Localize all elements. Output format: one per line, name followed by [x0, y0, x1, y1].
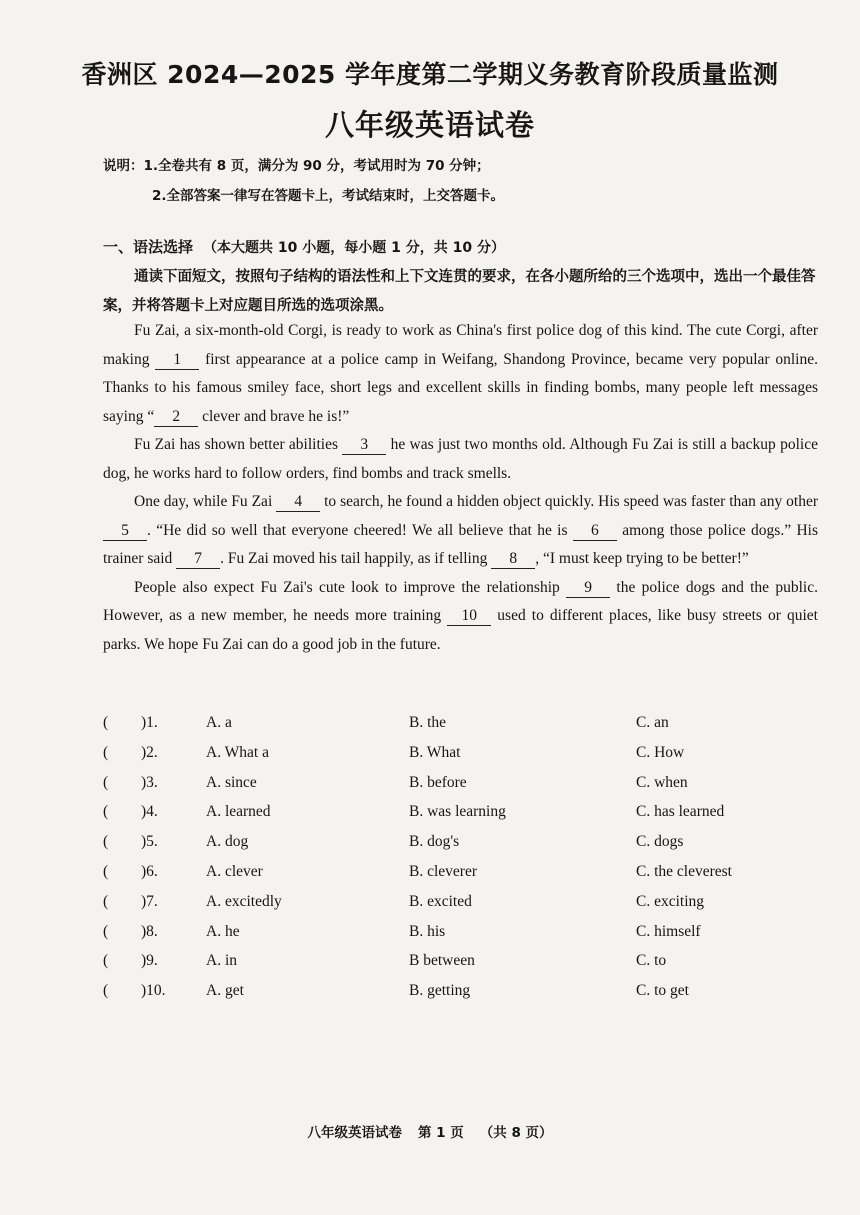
- blank-8: 8: [491, 550, 535, 569]
- footer-page-number: 第 1 页: [417, 1125, 464, 1141]
- option-a: A. learned: [206, 803, 271, 821]
- option-b: B. was learning: [409, 803, 506, 821]
- option-a: A. he: [206, 922, 240, 940]
- section-heading: [103, 236, 505, 257]
- question-row: [103, 744, 818, 774]
- question-row: [103, 774, 818, 804]
- option-c: C. dogs: [636, 833, 684, 851]
- option-a: A. clever: [206, 862, 263, 880]
- passage-paragraph-3: One day, while Fu Zai 4 to search, he found a hidden object quickly. His speed was faster than any other 5 . “He did so well that everyone cheered! We all believe that he is 6 among those police dogs.” His trainer said 7 . Fu Zai moved his tail happily, as if telling 8 , “I must keep trying to be better!”: [103, 493, 818, 567]
- question-row: [103, 952, 818, 982]
- question-row: [103, 982, 818, 1012]
- passage-paragraph-1: Fu Zai, a six-month-old Corgi, is ready to work as China's first police dog of this kind. The cute Corgi, after making 1 first appearance at a police camp in Weifang, Shandong Province, became very popular online. Thanks to his famous smiley face, short legs and excellent skills in finding bombs, many people left messages saying “ 2 clever and brave he is!”: [103, 322, 818, 425]
- option-b: B. What: [409, 743, 461, 761]
- exam-subtitle: 八年级英语试卷: [324, 108, 535, 142]
- exam-title: 香洲区 2024—2025 学年度第二学期义务教育阶段质量监测: [81, 60, 779, 89]
- blank-6: 6: [573, 522, 617, 541]
- answer-bracket: (: [103, 862, 109, 880]
- question-row: [103, 833, 818, 863]
- option-a: A. a: [206, 714, 232, 731]
- option-c: C. exciting: [636, 892, 705, 910]
- question-row: [103, 893, 818, 923]
- blank-3: 3: [342, 436, 386, 455]
- question-number: )10.: [141, 982, 166, 1000]
- passage-paragraph-4: People also expect Fu Zai's cute look to improve the relationship 9 the police dogs and the public. However, as a new member, he needs more training 10 used to different places, like busy streets or quiet parks. We hope Fu Zai can do a good job in the future.: [103, 578, 818, 653]
- option-b: B. excited: [409, 892, 472, 910]
- blank-1: 1: [155, 351, 199, 370]
- option-a: A. since: [206, 773, 257, 791]
- question-number: )5.: [141, 833, 158, 851]
- option-a: A. What a: [206, 743, 269, 761]
- section-instructions: [103, 263, 818, 321]
- option-c: C. the cleverest: [636, 862, 732, 880]
- option-b: B. the: [409, 714, 447, 731]
- question-number: )9.: [141, 952, 158, 970]
- option-a: A. excitedly: [206, 892, 282, 910]
- question-number: )8.: [141, 922, 158, 940]
- blank-2: 2: [154, 408, 198, 427]
- blank-9: 9: [566, 579, 610, 598]
- blank-7: 7: [176, 550, 220, 569]
- blank-4: 4: [276, 493, 320, 512]
- answer-options: [103, 714, 818, 1012]
- option-a: A. get: [206, 982, 244, 1000]
- option-b: B. his: [409, 922, 446, 940]
- option-b: B between: [409, 952, 475, 970]
- option-c: C. to get: [636, 982, 689, 1000]
- passage-paragraph-2: Fu Zai has shown better abilities 3 he was just two months old. Although Fu Zai is still a backup police dog, he works hard to follow orders, find bombs and track smells.: [103, 436, 818, 482]
- question-number: )6.: [141, 862, 158, 880]
- option-c: C. to: [636, 952, 667, 970]
- blank-10: 10: [447, 607, 491, 626]
- question-number: )3.: [141, 773, 158, 791]
- answer-bracket: (: [103, 982, 109, 1000]
- answer-bracket: (: [103, 773, 109, 791]
- option-a: A. dog: [206, 833, 249, 851]
- option-c: C. has learned: [636, 803, 725, 821]
- exam-notes: [103, 156, 504, 216]
- footer-total-pages: （共 8 页）: [479, 1125, 553, 1141]
- question-row: [103, 923, 818, 953]
- section-title: 一、语法选择: [103, 238, 194, 256]
- blank-5: 5: [103, 522, 147, 541]
- answer-bracket: (: [103, 833, 109, 851]
- option-b: B. before: [409, 773, 467, 791]
- option-c: C. when: [636, 773, 688, 791]
- option-b: B. cleverer: [409, 862, 477, 880]
- option-b: B. dog's: [409, 833, 460, 851]
- note-2: 2.全部答案一律写在答题卡上，考试结束时，上交答题卡。: [152, 188, 505, 204]
- footer-exam-name: 八年级英语试卷: [307, 1125, 402, 1141]
- answer-bracket: (: [103, 952, 109, 970]
- section-info: （本大题共 10 小题，每小题 1 分，共 10 分）: [203, 240, 505, 256]
- question-row: [103, 803, 818, 833]
- option-a: A. in: [206, 952, 237, 970]
- answer-bracket: (: [103, 714, 109, 731]
- question-number: )7.: [141, 892, 158, 910]
- answer-bracket: (: [103, 922, 109, 940]
- note-1: 说明：1.全卷共有 8 页，满分为 90 分，考试用时为 70 分钟；: [103, 158, 490, 174]
- instructions-text: 通读下面短文，按照句子结构的语法性和上下文连贯的要求，在各小题所给的三个选项中，选出一个最佳答案，并将答题卡上对应题目所选的选项涂黑。: [103, 269, 816, 314]
- question-row: [103, 714, 818, 744]
- option-c: C. himself: [636, 922, 701, 940]
- page-footer: [0, 1121, 860, 1141]
- question-row: [103, 863, 818, 893]
- question-number: )1.: [141, 714, 158, 731]
- option-b: B. getting: [409, 982, 471, 1000]
- answer-bracket: (: [103, 803, 109, 821]
- answer-bracket: (: [103, 892, 109, 910]
- question-number: )2.: [141, 743, 158, 761]
- reading-passage: [103, 317, 818, 659]
- answer-bracket: (: [103, 743, 109, 761]
- option-c: C. How: [636, 743, 685, 761]
- option-c: C. an: [636, 714, 669, 731]
- question-number: )4.: [141, 803, 158, 821]
